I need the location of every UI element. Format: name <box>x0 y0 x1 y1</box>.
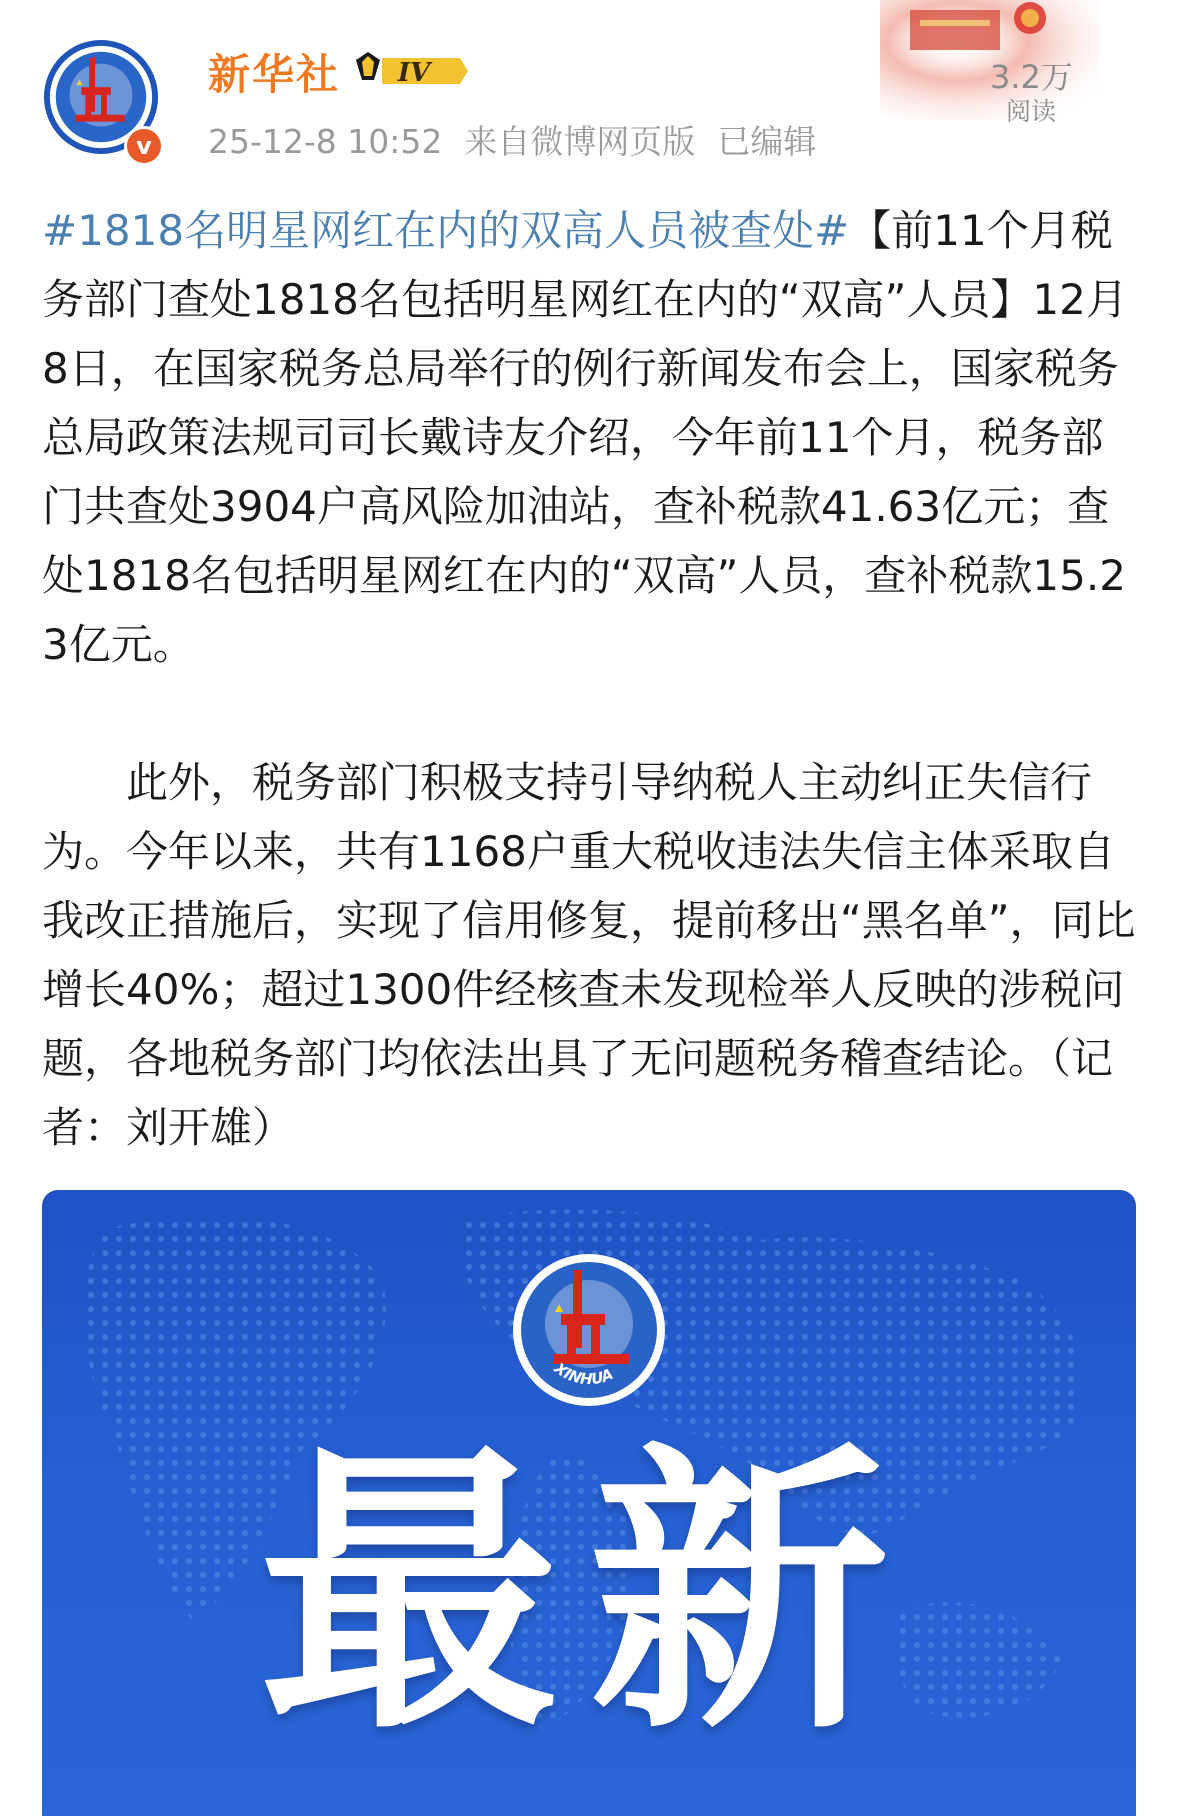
hashtag-link[interactable]: #1818名明星网红在内的双高人员被查处# <box>42 206 850 255</box>
paragraph-1 <box>42 196 1142 679</box>
read-label: 阅读 <box>1006 97 1057 126</box>
author-name[interactable]: 新华社 <box>208 50 341 99</box>
post-source[interactable]: 来自微博网页版 <box>464 122 696 161</box>
post-meta <box>208 116 838 163</box>
post-timestamp: 25-12-8 10:52 <box>208 122 443 161</box>
post-content <box>42 196 1142 1162</box>
logo-text: XINHUA <box>550 1358 616 1389</box>
level-badge-text: IV <box>397 58 431 88</box>
headline-text: 最新 <box>259 1420 919 1769</box>
paragraph-2: 此外，税务部门积极支持引导纳税人主动纠正失信行为。今年以来，共有1168户重大税收违法失信主体采取自我改正措施后，实现了信用修复，提前移出“黑名单”，同比增长40%；超过1300件经核查未发现检举人反映的涉税问题，各地税务部门均依法出具了无问题税务稽查结论。（记者：刘开雄） <box>42 758 1136 1152</box>
paragraph-1-text: 【前11个月税务部门查处1818名包括明星网红在内的“双高”人员】12月8日，在国家税务总局举行的例行新闻发布会上，国家税务总局政策法规司司长戴诗友介绍，今年前11个月，税务部门共查处3904户高风险加油站，查补税款41.63亿元；查处1818名包括明星网红在内的“双高”人员，查补税款15.23亿元。 <box>42 206 1128 669</box>
read-count: 3.2万 <box>990 58 1073 96</box>
level-badge-icon <box>352 50 470 92</box>
verified-icon: v <box>124 126 164 166</box>
xinhua-logo-icon <box>511 1252 667 1408</box>
post-image[interactable] <box>42 1190 1136 1816</box>
post-edited: 已编辑 <box>717 122 817 161</box>
